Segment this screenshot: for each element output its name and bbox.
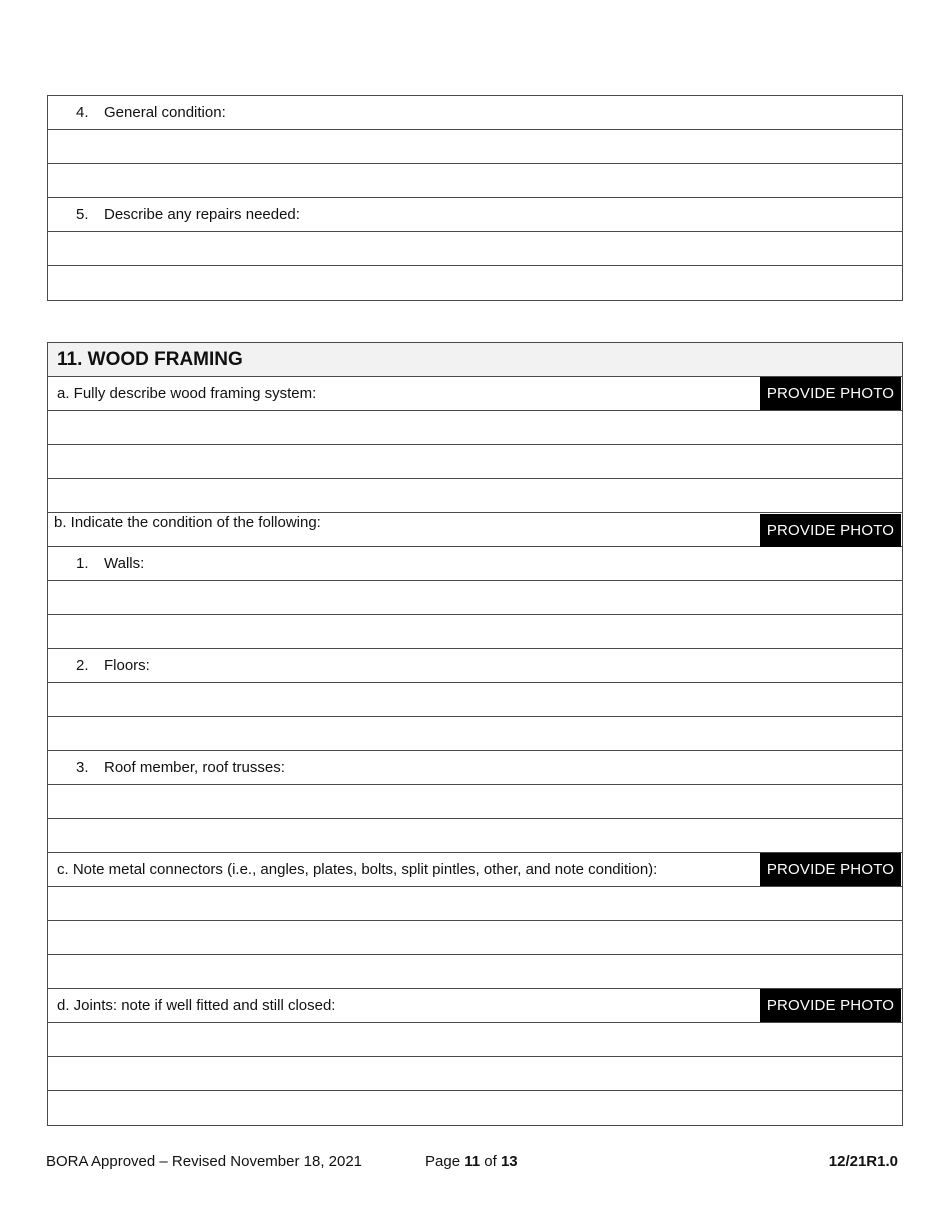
answer-line[interactable] bbox=[48, 819, 902, 853]
answer-line[interactable] bbox=[48, 232, 902, 266]
walls-label: Walls: bbox=[104, 555, 145, 572]
roof-label: Roof member, roof trusses: bbox=[104, 759, 285, 776]
walls-number: 1. bbox=[76, 555, 89, 572]
item-4-number: 4. bbox=[76, 104, 89, 121]
question-d-label: d. Joints: note if well fitted and still closed: bbox=[57, 997, 336, 1014]
roof-number: 3. bbox=[76, 759, 89, 776]
question-b-row bbox=[48, 513, 902, 547]
wood-framing-table bbox=[47, 342, 903, 1126]
provide-photo-button[interactable]: PROVIDE PHOTO bbox=[760, 514, 901, 547]
item-5-row bbox=[48, 198, 902, 232]
page-of: of bbox=[484, 1153, 497, 1170]
item-5-label: Describe any repairs needed: bbox=[104, 206, 300, 223]
form-version: 12/21R1.0 bbox=[828, 1153, 898, 1170]
question-a-label: a. Fully describe wood framing system: bbox=[57, 385, 317, 402]
item-4-row bbox=[48, 96, 902, 130]
provide-photo-button[interactable]: PROVIDE PHOTO bbox=[760, 377, 901, 410]
answer-line[interactable] bbox=[48, 683, 902, 717]
answer-line[interactable] bbox=[48, 581, 902, 615]
answer-line[interactable] bbox=[48, 1023, 902, 1057]
question-a-row bbox=[48, 377, 902, 411]
answer-line[interactable] bbox=[48, 411, 902, 445]
answer-line[interactable] bbox=[48, 615, 902, 649]
page-total: 13 bbox=[500, 1153, 518, 1170]
answer-line[interactable] bbox=[48, 785, 902, 819]
answer-line[interactable] bbox=[48, 1091, 902, 1125]
question-c-label: c. Note metal connectors (i.e., angles, plates, bolts, split pintles, other, and note condition): bbox=[57, 861, 658, 878]
answer-line[interactable] bbox=[48, 445, 902, 479]
question-b-label: b. Indicate the condition of the following: bbox=[54, 514, 321, 531]
floors-row bbox=[48, 649, 902, 683]
answer-line[interactable] bbox=[48, 717, 902, 751]
section-title: 11. WOOD FRAMING bbox=[57, 349, 243, 370]
roof-row bbox=[48, 751, 902, 785]
page-word: Page bbox=[425, 1153, 461, 1170]
page-number bbox=[425, 1153, 518, 1170]
answer-line[interactable] bbox=[48, 921, 902, 955]
answer-line[interactable] bbox=[48, 1057, 902, 1091]
answer-line[interactable] bbox=[48, 479, 902, 513]
item-5-number: 5. bbox=[76, 206, 89, 223]
answer-line[interactable] bbox=[48, 955, 902, 989]
floors-number: 2. bbox=[76, 657, 89, 674]
answer-line[interactable] bbox=[48, 887, 902, 921]
floors-label: Floors: bbox=[104, 657, 150, 674]
provide-photo-button[interactable]: PROVIDE PHOTO bbox=[760, 989, 901, 1022]
provide-photo-button[interactable]: PROVIDE PHOTO bbox=[760, 853, 901, 886]
item-4-label: General condition: bbox=[104, 104, 226, 121]
answer-line[interactable] bbox=[48, 266, 902, 300]
question-d-row bbox=[48, 989, 902, 1023]
answer-line[interactable] bbox=[48, 164, 902, 198]
section-header bbox=[48, 343, 902, 377]
approval-note: BORA Approved – Revised November 18, 2021 bbox=[46, 1153, 363, 1170]
previous-section-table bbox=[47, 95, 903, 301]
page-current: 11 bbox=[464, 1153, 481, 1170]
question-c-row bbox=[48, 853, 902, 887]
walls-row bbox=[48, 547, 902, 581]
answer-line[interactable] bbox=[48, 130, 902, 164]
